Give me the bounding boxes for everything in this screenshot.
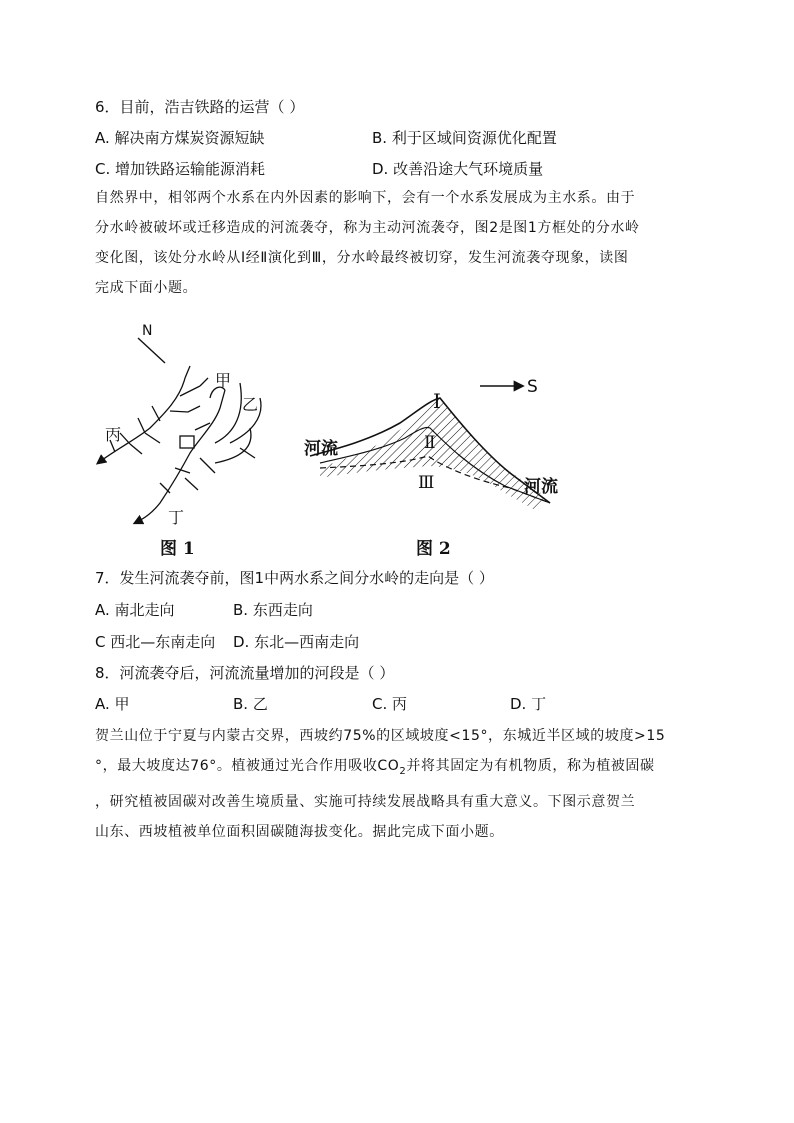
label-yi: 乙 — [242, 395, 259, 414]
passage2-line — [95, 751, 701, 787]
q8-option-a[interactable]: A. 甲 — [95, 695, 130, 713]
passage1-line: 完成下面小题。 — [95, 280, 198, 296]
north-label: N — [142, 323, 153, 339]
stage-1-label: Ⅰ — [433, 389, 441, 413]
q7-option-c[interactable]: C 西北—东南走向 — [95, 633, 216, 651]
north-arrow-line — [138, 338, 165, 363]
q7-option-d[interactable]: D. 东北—西南走向 — [233, 633, 360, 651]
figure1-river-map — [90, 318, 305, 533]
passage2-line: 贺兰山位于宁夏与内蒙古交界，西坡约75%的区域坡度<15°，东城近半区域的坡度>15 — [95, 728, 666, 744]
q8-option-d[interactable]: D. 丁 — [510, 695, 547, 713]
stage-3-label: Ⅲ — [418, 473, 435, 493]
terrain-hatch — [320, 398, 545, 510]
river-right-label: 河流 — [524, 477, 558, 497]
passage2-line: ，研究植被固碳对改善生境质量、实施可持续发展战略具有重大意义。下图示意贺兰 — [95, 793, 636, 810]
passage2-line2-pre: °，最大坡度达76°。植被通过光合作用吸收CO — [95, 758, 400, 774]
co2-subscript: 2 — [399, 765, 407, 777]
q7-option-a[interactable]: A. 南北走向 — [95, 601, 175, 619]
q6-option-d[interactable]: D. 改善沿途大气环境质量 — [372, 160, 544, 178]
passage1-line: 自然界中，相邻两个水系在内外因素的影响下，会有一个水系发展成为主水系。由于 — [95, 190, 636, 206]
label-ding: 丁 — [168, 508, 185, 527]
passage1-line: 变化图，该处分水岭从Ⅰ经Ⅱ演化到Ⅲ，分水岭最终被切穿，发生河流袭夺现象，读图 — [95, 250, 629, 266]
label-jia: 甲 — [215, 371, 232, 390]
passage2-line2-post: 并将其固定为有机物质，称为植被固碳 — [406, 758, 655, 774]
river-left-label: 河流 — [304, 439, 338, 459]
figure2-watershed-profile — [300, 368, 570, 533]
q6-option-c[interactable]: C. 增加铁路运输能源消耗 — [95, 160, 266, 178]
label-bing: 丙 — [105, 425, 122, 444]
q8-stem: 8．河流袭夺后，河流流量增加的河段是（ ） — [95, 664, 395, 682]
passage1-line: 分水岭被破坏或迁移造成的河流袭夺，称为主动河流袭夺，图2是图1方框处的分水岭 — [95, 220, 640, 236]
figure1-caption: 图 1 — [160, 539, 195, 559]
stage-2-label: Ⅱ — [424, 433, 436, 453]
figure2-caption: 图 2 — [416, 539, 451, 559]
passage-river-capture — [95, 183, 701, 303]
passage2-line: 山东、西坡植被单位面积固碳随海拔变化。据此完成下面小题。 — [95, 823, 504, 840]
q8-option-c[interactable]: C. 丙 — [372, 695, 408, 713]
passage-helan-carbon — [95, 721, 701, 847]
q7-option-b[interactable]: B. 东西走向 — [233, 601, 313, 619]
watershed-frame-box — [180, 436, 194, 448]
q6-option-b[interactable]: B. 利于区域间资源优化配置 — [372, 129, 557, 147]
q8-option-b[interactable]: B. 乙 — [233, 695, 268, 713]
q6-option-a[interactable]: A. 解决南方煤炭资源短缺 — [95, 129, 265, 147]
south-label: S — [527, 377, 538, 397]
q6-stem: 6．目前，浩吉铁路的运营（ ） — [95, 98, 305, 116]
q7-stem: 7．发生河流袭夺前，图1中两水系之间分水岭的走向是（ ） — [95, 569, 494, 587]
